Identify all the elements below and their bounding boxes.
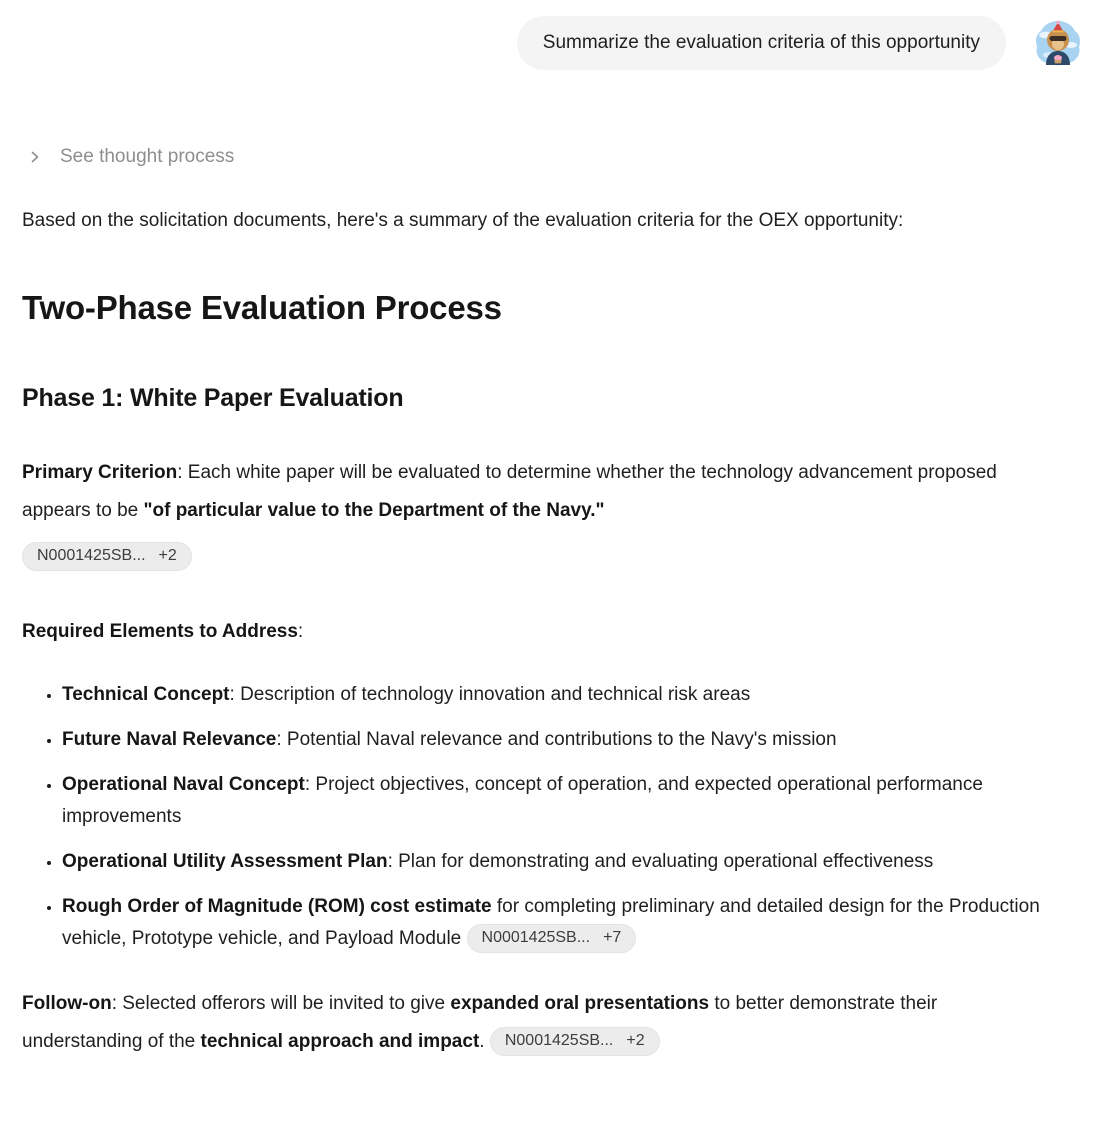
user-message-text: Summarize the evaluation criteria of this opportunity	[542, 32, 980, 53]
heading-phase1: Phase 1: White Paper Evaluation	[22, 384, 404, 412]
assistant-response	[22, 202, 1082, 1061]
intro-paragraph	[22, 202, 1012, 240]
citation-chip[interactable]	[467, 924, 637, 953]
primary-criterion-paragraph: Primary Criterion: Each white paper will be evaluated to determine whether the technology advancement proposed appears to be "of particular value to the Department of the Navy."	[22, 462, 997, 521]
list-item-future-naval-relevance: • Future Naval Relevance: Potential Naval relevance and contributions to the Navy's mission	[62, 724, 1082, 756]
citation-count: +7	[603, 929, 622, 946]
citation-label: N0001425SB...	[37, 547, 146, 564]
user-avatar	[1034, 19, 1082, 67]
user-message-row	[22, 16, 1082, 70]
chevron-right-icon	[28, 150, 42, 164]
primary-criterion-label: Primary Criterion	[22, 462, 178, 483]
heading-two-phase: Two-Phase Evaluation Process	[22, 289, 502, 326]
citation-count: +2	[158, 547, 177, 564]
thought-process-toggle[interactable]	[22, 146, 1082, 168]
user-avatar-icon	[1034, 19, 1082, 67]
citation-chip[interactable]	[490, 1027, 660, 1056]
criteria-list	[22, 679, 1082, 955]
follow-on-label: Follow-on	[22, 993, 112, 1014]
citation-label: N0001425SB...	[481, 929, 591, 946]
citation-chip[interactable]	[22, 542, 192, 571]
user-message-bubble	[517, 16, 1006, 70]
list-item-technical-concept: • Technical Concept: Description of technology innovation and technical risk areas	[62, 679, 1082, 711]
intro-text: Based on the solicitation documents, here's a summary of the evaluation criteria for the OEX opportunity:	[22, 210, 904, 231]
primary-criterion-quote: "of particular value to the Department of the Navy."	[143, 500, 605, 521]
list-item-operational-utility-plan: • Operational Utility Assessment Plan: Plan for demonstrating and evaluating operational effectiveness	[62, 846, 1082, 878]
citation-count: +2	[626, 1032, 645, 1049]
citation-block	[22, 542, 1082, 571]
list-item-operational-naval-concept: • Operational Naval Concept: Project objectives, concept of operation, and expected operational performance improvements	[62, 769, 1082, 833]
list-item-rom-cost-estimate: • Rough Order of Magnitude (ROM) cost estimate for completing preliminary and detailed design for the Production vehicle, Prototype vehicle, and Payload Module N0001425SB... +7	[62, 891, 1082, 955]
thought-process-label: See thought process	[60, 146, 235, 167]
citation-label: N0001425SB...	[504, 1032, 614, 1049]
follow-on-paragraph: Follow-on: Selected offerors will be invited to give expanded oral presentations to better demonstrate their understanding of the technical approach and impact. N0001425SB... +2	[22, 985, 1012, 1061]
required-elements-heading: Required Elements to Address:	[22, 621, 304, 642]
